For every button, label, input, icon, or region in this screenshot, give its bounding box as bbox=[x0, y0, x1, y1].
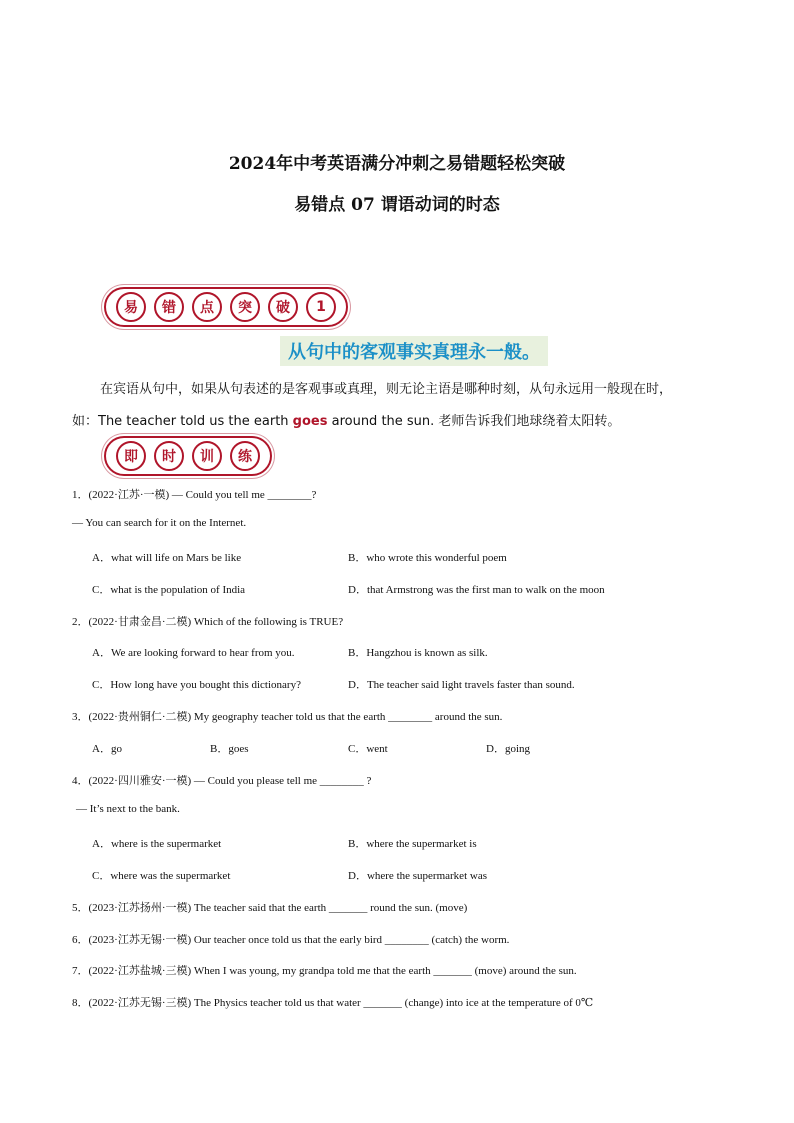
question-6: 6．(2023·江苏无锡·一模) Our teacher once told us that the early bird ________ (catch) the worm. bbox=[72, 934, 510, 946]
question-8: 8．(2022·江苏无锡·三模) The Physics teacher told us that water _______ (change) into ice at the temperature of 0℃ bbox=[72, 997, 594, 1009]
badge-char: 点 bbox=[192, 292, 222, 322]
badge-char: 易 bbox=[116, 292, 146, 322]
question-4: 4．(2022·四川雅安·一模) — Could you please tell me ________ ? bbox=[72, 775, 372, 787]
intro-text-b: around the sun. 老师告诉我们地球绕着太阳转。 bbox=[327, 414, 621, 429]
question-7: 7．(2022·江苏盐城·三模) When I was young, my grandpa told me that the earth _______ (move) around the sun. bbox=[72, 965, 577, 977]
option-2a: A．We are looking forward to hear from you. bbox=[92, 647, 295, 659]
question-2: 2．(2022·甘肃金昌·二模) Which of the following is TRUE? bbox=[72, 616, 344, 628]
question-1: 1．(2022·江苏·一模) — Could you tell me ________? bbox=[72, 489, 317, 501]
option-1c: C．what is the population of India bbox=[92, 584, 246, 596]
option-4c: C．where was the supermarket bbox=[92, 870, 231, 882]
option-3c: C．went bbox=[348, 743, 388, 755]
option-3d: D．going bbox=[486, 743, 530, 755]
badge-char: 1 bbox=[306, 292, 336, 322]
option-3a: A．go bbox=[92, 743, 122, 755]
rule-highlight: 从句中的客观事实真理永一般。 bbox=[280, 336, 548, 366]
question-5: 5．(2023·江苏扬州·一模) The teacher said that the earth _______ round the sun. (move) bbox=[72, 902, 468, 914]
option-2b: B．Hangzhou is known as silk. bbox=[348, 647, 488, 659]
badge-char: 错 bbox=[154, 292, 184, 322]
option-1a: A．what will life on Mars be like bbox=[92, 552, 242, 564]
option-2d: D．The teacher said light travels faster than sound. bbox=[348, 679, 575, 691]
option-4b: B．where the supermarket is bbox=[348, 838, 477, 850]
page-subtitle: 易错点 07 谓语动词的时态 bbox=[294, 195, 500, 215]
option-4a: A．where is the supermarket bbox=[92, 838, 222, 850]
option-1b: B．who wrote this wonderful poem bbox=[348, 552, 507, 564]
option-4d: D．where the supermarket was bbox=[348, 870, 487, 882]
practice-badge bbox=[104, 436, 272, 476]
keyword-goes: goes bbox=[292, 414, 328, 429]
intro-line-2 bbox=[72, 410, 620, 429]
badge-char: 突 bbox=[230, 292, 260, 322]
question-3: 3．(2022·贵州铜仁·二模) My geography teacher told us that the earth ________ around the sun. bbox=[72, 711, 503, 723]
error-point-badge bbox=[104, 287, 348, 327]
page-title: 2024年中考英语满分冲刺之易错题轻松突破 bbox=[228, 154, 566, 174]
option-3b: B．goes bbox=[210, 743, 249, 755]
option-1d: D．that Armstrong was the first man to walk on the moon bbox=[348, 584, 605, 596]
question-4-reply: — It’s next to the bank. bbox=[76, 803, 180, 815]
badge-char: 时 bbox=[154, 441, 184, 471]
badge-char: 训 bbox=[192, 441, 222, 471]
badge-char: 练 bbox=[230, 441, 260, 471]
option-2c: C．How long have you bought this dictionary? bbox=[92, 679, 301, 691]
intro-text-a: 如：The teacher told us the earth bbox=[72, 414, 293, 429]
intro-line-1: 在宾语从句中，如果从句表述的是客观事或真理，则无论主语是哪种时刻，从句永远用一般现在时， bbox=[100, 382, 673, 397]
badge-char: 破 bbox=[268, 292, 298, 322]
badge-char: 即 bbox=[116, 441, 146, 471]
question-1-reply: — You can search for it on the Internet. bbox=[72, 517, 247, 529]
